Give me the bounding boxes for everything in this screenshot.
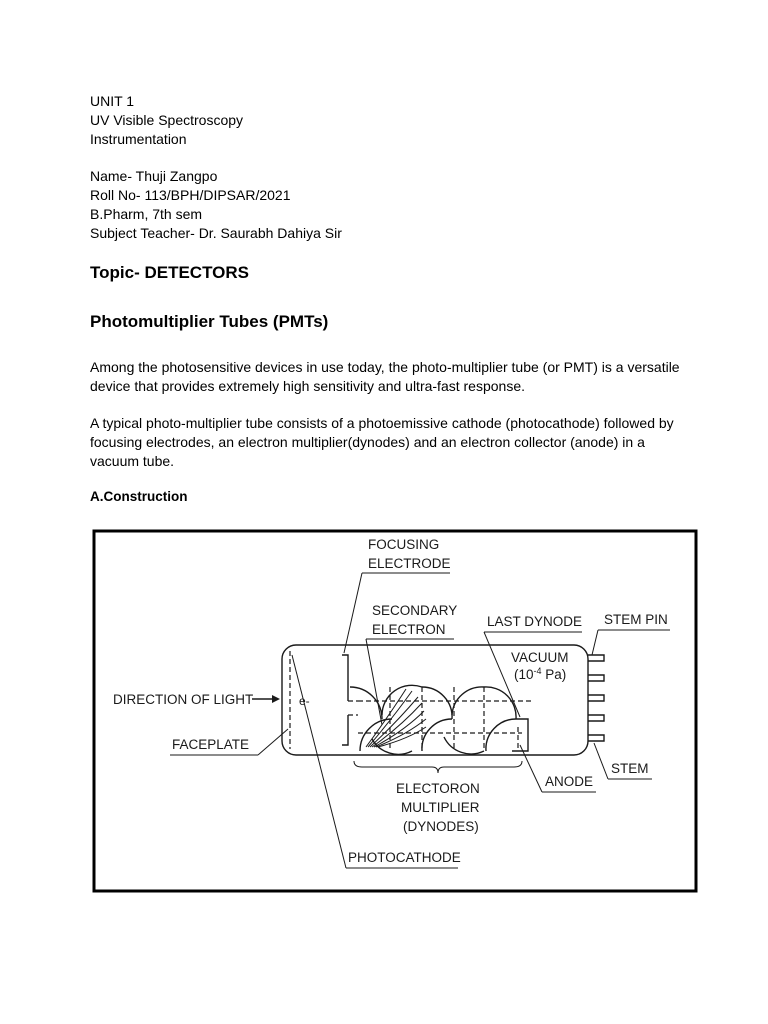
chapter-label: Instrumentation: [90, 131, 187, 147]
subject-teacher: Subject Teacher- Dr. Saurabh Dahiya Sir: [90, 225, 342, 241]
photocathode-label: PHOTOCATHODE: [348, 850, 461, 865]
roll-number: Roll No- 113/BPH/DIPSAR/2021: [90, 187, 291, 203]
multiplier-label-3: (DYNODES): [403, 819, 479, 834]
course-info: B.Pharm, 7th sem: [90, 206, 203, 222]
stem-label: STEM: [611, 761, 649, 776]
unit-label: UNIT 1: [90, 93, 135, 109]
paragraph-intro: Among the photosensitive devices in use today, the photo-multiplier tube (or PMT) is a versatile device that provides extremely high sensitivity and ultra-fast response.: [90, 359, 680, 394]
stem-pin-label: STEM PIN: [604, 612, 668, 627]
diagram-frame: [94, 531, 696, 891]
student-name: Name- Thuji Zangpo: [90, 168, 218, 184]
multiplier-label-1: ELECTORON: [396, 781, 480, 796]
secondary-electron-label-2: ELECTRON: [372, 622, 446, 637]
pmt-construction-diagram: [92, 529, 698, 893]
construction-subheading: A.Construction: [90, 489, 188, 504]
last-dynode-label: LAST DYNODE: [487, 614, 583, 629]
electron-symbol: e-: [299, 694, 310, 708]
multiplier-label-2: MULTIPLIER: [401, 800, 480, 815]
anode-label: ANODE: [545, 774, 594, 789]
section-heading: Photomultiplier Tubes (PMTs): [90, 312, 329, 331]
secondary-electron-label-1: SECONDARY: [372, 603, 458, 618]
vacuum-pressure-label: ($10^{-4}$ Pa): [514, 666, 567, 682]
vacuum-label: VACUUM: [511, 650, 569, 665]
subject-label: UV Visible Spectroscopy: [90, 112, 244, 128]
focusing-electrode-label-1: FOCUSING: [368, 537, 440, 552]
focusing-electrode-label-2: ELECTRODE: [368, 556, 451, 571]
topic-heading: Topic- DETECTORS: [90, 263, 249, 282]
faceplate-label: FACEPLATE: [172, 737, 250, 752]
paragraph-components: A typical photo-multiplier tube consists of a photoemissive cathode (photocathode) followed by focusing electrodes, an electron multiplier(dynodes) and an electron collector (anode) in a vacuum tube.: [90, 415, 674, 469]
direction-of-light-label: DIRECTION OF LIGHT: [113, 692, 254, 707]
